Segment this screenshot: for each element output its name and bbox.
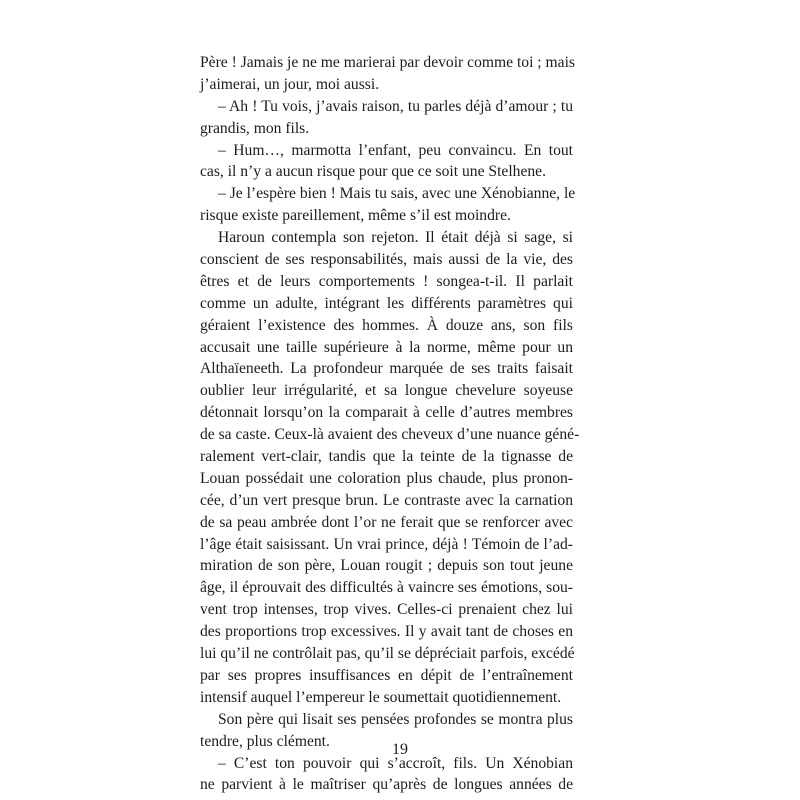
text-line: – Je l’espère bien ! Mais tu sais, avec une Xénobianne, le (218, 185, 576, 203)
text-line: intensif auquel l’empereur le soumettait quotidiennement. (200, 688, 562, 706)
text-line: – C’est ton pouvoir qui s’accroît, fils. Un Xénobian (218, 754, 573, 772)
body-text (200, 52, 580, 796)
text-line: grandis, mon fils. (200, 119, 310, 137)
text-line: Haroun contempla son rejeton. Il était déjà si sage, si (218, 229, 573, 247)
text-line: tendre, plus clément. (200, 732, 330, 750)
text-line: cée, d’un vert presque brun. Le contraste avec la carnation (200, 491, 573, 509)
text-line: Son père qui lisait ses pensées profondes se montra plus (218, 710, 573, 728)
text-line: ralement vert-clair, tandis que la teinte de la tignasse de (200, 448, 573, 466)
text-line: – Hum…, marmotta l’enfant, peu convaincu. En tout (218, 141, 573, 159)
text-line: miration de son père, Louan rougit ; depuis son tout jeune (200, 557, 573, 575)
page-number: 19 (392, 741, 408, 758)
text-line: de sa peau ambrée dont l’or ne ferait que se renforcer avec (200, 513, 573, 531)
text-line: êtres et de leurs comportements ! songea-t-il. Il parlait (200, 272, 573, 290)
text-line: oublier leur irrégularité, et sa longue chevelure soyeuse (200, 382, 573, 400)
text-line: vent trop intenses, trop vives. Celles-ci prenaient chez lui (200, 601, 573, 619)
text-line: Père ! Jamais je ne me marierai par devoir comme toi ; mais (200, 54, 575, 71)
text-line: l’âge était saisissant. Un vrai prince, déjà ! Témoin de l’ad- (200, 535, 573, 553)
text-line: détonnait lorsqu’on la comparait à celle d’autres membres (200, 404, 573, 422)
text-line: Althaïeneeth. La profondeur marquée de ses traits faisait (200, 360, 573, 378)
text-line: accusait une taille supérieure à la norme, même pour un (200, 338, 573, 356)
text-line: par ses propres insuffisances en dépit de l’entraînement (200, 666, 573, 684)
text-line: j’aimerai, un jour, moi aussi. (200, 75, 380, 93)
text-line: cas, il n’y a aucun risque pour que ce soit une Stelhene. (200, 163, 546, 181)
text-line: Louan possédait une coloration plus chaude, plus pronon- (200, 469, 573, 487)
text-line: des proportions trop excessives. Il y avait tant de choses en (200, 623, 573, 641)
text-line: lui qu’il ne contrôlait pas, qu’il se dépréciait parfois, excédé (200, 645, 575, 663)
text-line: conscient de ses responsabilités, mais aussi de la vie, des (200, 251, 573, 269)
text-line: – Ah ! Tu vois, j’avais raison, tu parles déjà d’amour ; tu (218, 97, 573, 115)
text-line: géraient l’existence des hommes. À douze ans, son fils (200, 316, 573, 334)
text-line: comme un adulte, intégrant les différents paramètres qui (200, 294, 573, 312)
text-line: de sa caste. Ceux-là avaient des cheveux d’une nuance géné- (200, 426, 580, 444)
text-line: ne parvient à le maîtriser qu’après de longues années de (200, 776, 573, 794)
text-line: âge, il éprouvait des difficultés à vaincre ses émotions, sou- (200, 579, 573, 597)
text-line: risque existe pareillement, même s’il est moindre. (200, 207, 511, 225)
